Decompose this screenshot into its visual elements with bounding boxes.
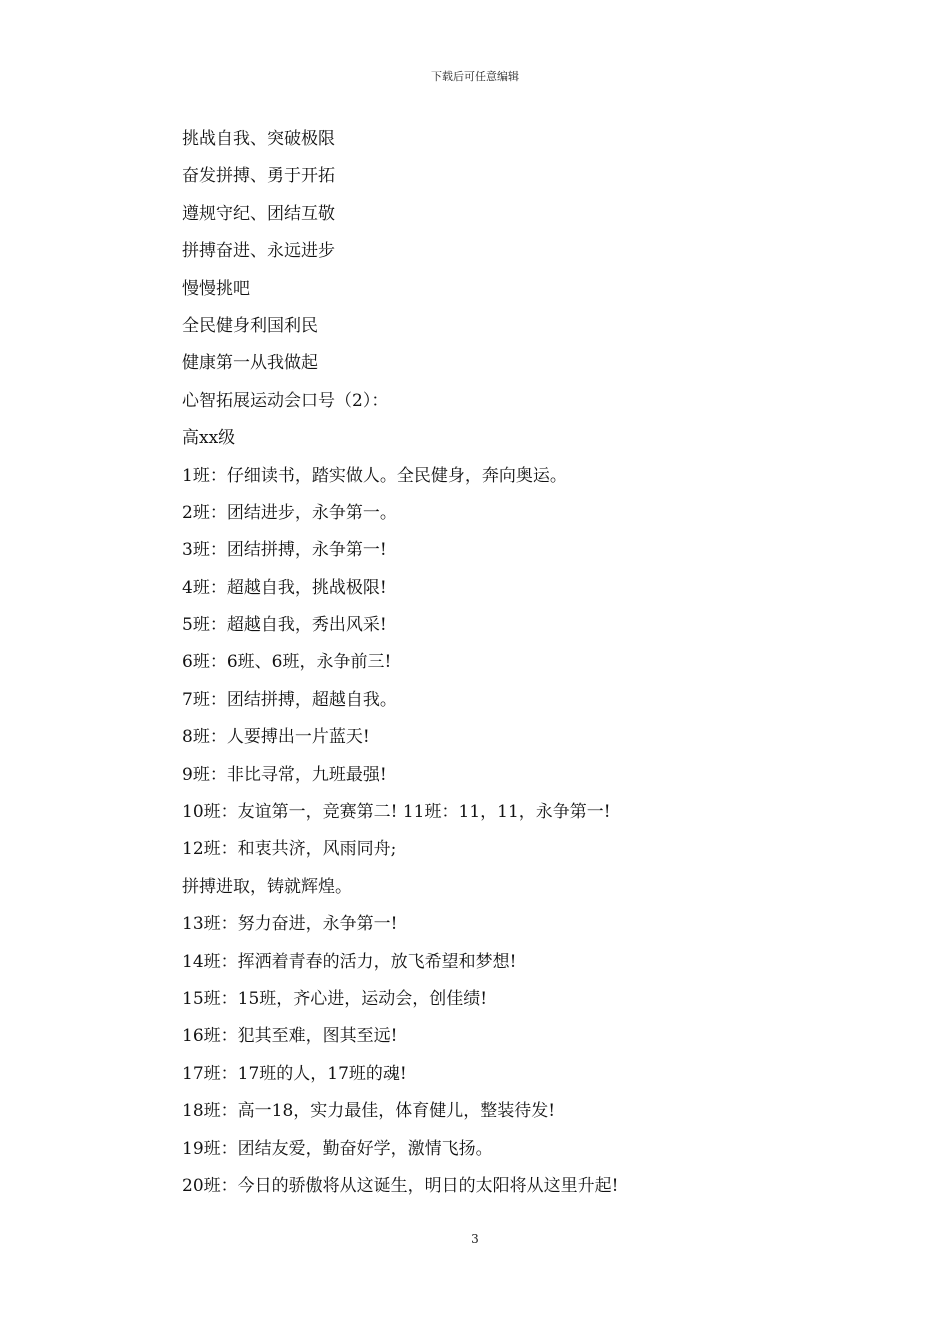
text-line: 慢慢挑吧 [182,278,250,299]
text-line: 奋发拼搏、勇于开拓 [182,166,335,187]
class-slogan: 17班：17班的人，17班的魂! [182,1063,407,1084]
text-line: 挑战自我、突破极限 [182,129,335,149]
grade-heading: 高xx级 [182,428,236,449]
text-line: 遵规守纪、团结互敬 [182,203,335,224]
class-slogan: 8班：人要搏出一片蓝天! [182,727,370,748]
class-slogan: 12班：和衷共济，风雨同舟; [182,839,397,860]
class-slogan: 14班：挥洒着青春的活力，放飞希望和梦想! [182,951,517,972]
class-slogan: 15班：15班，齐心进，运动会，创佳绩! [182,988,488,1009]
class-slogan: 7班：团结拼搏，超越自我。 [182,689,397,710]
text-line: 健康第一从我做起 [182,353,318,374]
page-header: 下载后可任意编辑 [431,70,519,83]
page-number: 3 [471,1232,479,1246]
class-slogan: 13班：努力奋进，永争第一! [182,914,398,935]
class-slogan: 18班：高一18，实力最佳，体育健儿，整装待发! [182,1101,556,1122]
section-heading: 心智拓展运动会口号（2）： [182,390,389,411]
class-slogan: 10班：友谊第一，竞赛第二! 11班：11，11，永争第一! [182,802,611,823]
class-slogan: 1班：仔细读书，踏实做人。全民健身，奔向奥运。 [182,465,567,486]
class-slogan: 5班：超越自我，秀出风采! [182,615,387,636]
class-slogan: 20班：今日的骄傲将从这诞生，明日的太阳将从这里升起! [182,1175,619,1196]
class-slogan: 4班：超越自我，挑战极限! [182,577,387,598]
class-slogan: 9班：非比寻常，九班最强! [182,764,387,785]
text-line: 拼搏奋进、永远进步 [182,241,335,262]
class-slogan: 3班：团结拼搏，永争第一! [182,540,387,561]
document-body [182,121,882,1205]
class-slogan: 6班：6班、6班，永争前三! [182,652,392,673]
class-slogan: 2班：团结进步，永争第一。 [182,502,397,523]
class-slogan: 16班：犯其至难，图其至远! [182,1026,398,1047]
text-line: 全民健身利国利民 [182,315,318,336]
class-slogan: 拼搏进取，铸就辉煌。 [182,876,352,897]
class-slogan: 19班：团结友爱，勤奋好学，激情飞扬。 [182,1138,493,1159]
